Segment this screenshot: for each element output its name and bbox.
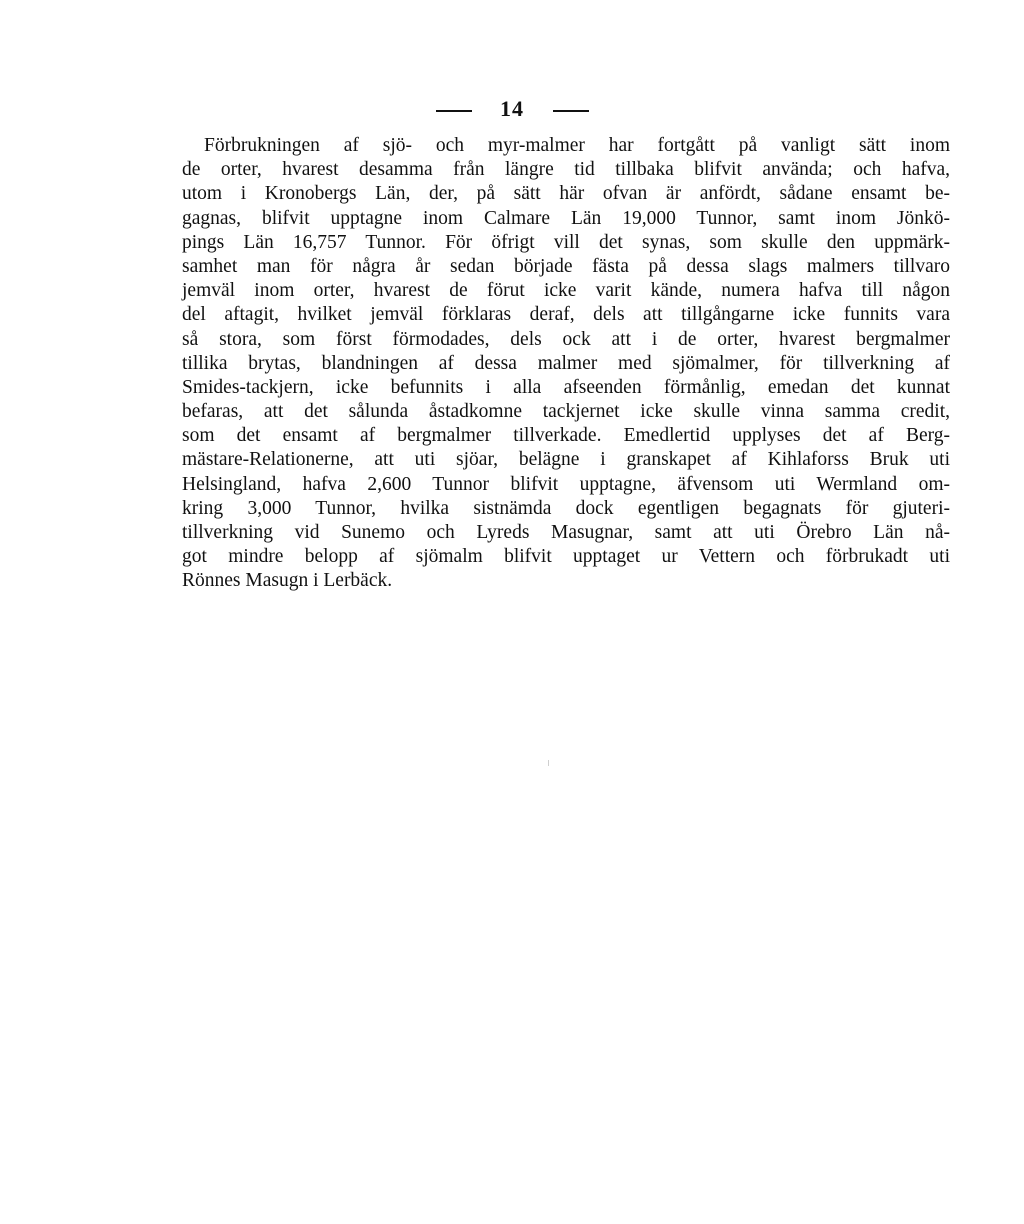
text-line: Förbrukningen af sjö- och myr-malmer har fortgått på vanligt sätt inom (204, 135, 950, 156)
text-line: tillika brytas, blandningen af dessa malmer med sjömalmer, för tillverkning af (182, 352, 950, 374)
page-number: 14 (500, 96, 524, 121)
text-line: kring 3,000 Tunnor, hvilka sistnämda dock egentligen begagnats för gjuteri- (182, 497, 950, 519)
text-line: utom i Kronobergs Län, der, på sätt här ofvan är anfördt, sådane ensamt be- (182, 183, 950, 205)
page-header (0, 96, 1024, 122)
text-line: Helsingland, hafva 2,600 Tunnor blifvit upptagne, äfvensom uti Wermland om- (182, 473, 950, 495)
header-dash-left (436, 110, 472, 112)
text-line: samhet man för några år sedan började fästa på dessa slags malmers tillvaro (182, 255, 950, 277)
header-dash-right (553, 110, 589, 112)
text-line: Rönnes Masugn i Lerbäck. (182, 570, 393, 592)
text-line: jemväl inom orter, hvarest de förut icke varit kände, numera hafva till någon (182, 280, 950, 302)
text-line: som det ensamt af bergmalmer tillverkade. Emedlertid upplyses det af Berg- (182, 425, 950, 447)
paper-speck (548, 760, 549, 766)
text-line: got mindre belopp af sjömalm blifvit upptaget ur Vettern och förbrukadt uti (182, 546, 950, 568)
text-line: befaras, att det sålunda åstadkomne tackjernet icke skulle vinna samma credit, (182, 401, 950, 423)
text-line: Smides-tackjern, icke befunnits i alla afseenden förmånlig, emedan det kunnat (182, 376, 950, 398)
body-paragraph (182, 134, 950, 594)
text-line: mästare-Relationerne, att uti sjöar, belägne i granskapet af Kihlaforss Bruk uti (182, 449, 950, 471)
text-line: gagnas, blifvit upptagne inom Calmare Län 19,000 Tunnor, samt inom Jönkö- (182, 207, 950, 229)
text-line: del aftagit, hvilket jemväl förklaras deraf, dels att tillgångarne icke funnits vara (182, 304, 950, 326)
text-line: tillverkning vid Sunemo och Lyreds Masugnar, samt att uti Örebro Län nå- (182, 522, 950, 543)
text-line: de orter, hvarest desamma från längre tid tillbaka blifvit använda; och hafva, (182, 159, 950, 181)
text-line: så stora, som först förmodades, dels ock att i de orter, hvarest bergmalmer (182, 328, 950, 350)
text-line: pings Län 16,757 Tunnor. För öfrigt vill det synas, som skulle den uppmärk- (182, 231, 950, 253)
